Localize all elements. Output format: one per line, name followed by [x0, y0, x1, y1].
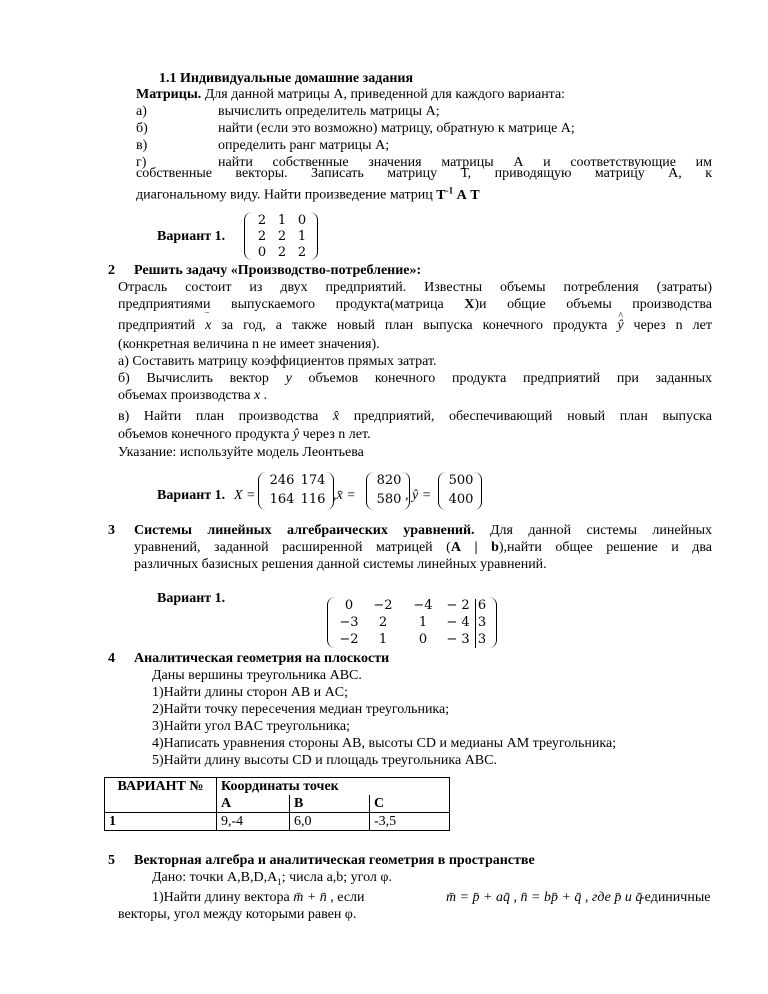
matrix-cell: 820: [376, 473, 402, 488]
x-eq: X =: [234, 488, 256, 503]
s2-line-5: а) Составить матрицу коэффициентов прямых затрат.: [118, 354, 437, 369]
matrix-cell: 2: [257, 229, 267, 244]
section-2-number: 2: [108, 263, 115, 278]
list-letter: а): [136, 104, 147, 119]
matrix-cell: −2: [373, 598, 393, 613]
matrix-cell: 1: [378, 632, 388, 647]
matrix-cell: 1: [297, 229, 307, 244]
list-item: найти собственные значения матрицы А и соответствующие им: [218, 155, 712, 170]
s2-line-1: Отрасль состоит из двух предприятий. Известны объемы потребления (затраты): [118, 280, 712, 295]
matrix-cell: 0: [297, 213, 307, 228]
s2-line-4: (конкретная величина n не имеет значения).: [118, 337, 380, 352]
matrix-cell: 164: [269, 492, 295, 507]
left-paren: [366, 472, 374, 510]
section-3-line2: уравнений, заданной расширенной матрицей (А | b),найти общее решение и два: [134, 540, 712, 555]
matrix-cell: 500: [448, 473, 474, 488]
header-variant: ВАРИАНТ №: [105, 778, 217, 796]
s2-line-10: Указание: используйте модель Леонтьева: [118, 445, 364, 460]
s5-line-2: 1)Найти длину вектора m̄ + n̄ , если: [152, 890, 365, 905]
matrix-cell: − 4: [446, 615, 470, 630]
intro-bold: Матрицы.: [136, 87, 202, 102]
matrix-cell: − 3: [446, 632, 470, 647]
xbar-eq: ,x̄ =: [333, 488, 356, 503]
task-line: 5)Найти длину высоты CD и площадь треугольника ABC.: [152, 753, 497, 768]
s2-line-7: объемах производства x .: [118, 388, 268, 403]
task-line: 1)Найти длины сторон AB и AC;: [152, 685, 349, 700]
cell-a: 9,-4: [217, 813, 290, 831]
section-4-title: Аналитическая геометрия на плоскости: [134, 651, 390, 666]
section-5-title: Векторная алгебра и аналитическая геометрия в пространстве: [134, 853, 535, 868]
matrix-cell: 6: [477, 598, 487, 613]
matrix-cell: 174: [300, 473, 326, 488]
s2-line-9: объемов конечного продукта ŷ через n лет.: [118, 427, 371, 442]
intro-text: Для данной матрицы А, приведенной для каждого варианта:: [201, 87, 566, 102]
cell-b: 6,0: [290, 813, 370, 831]
col-a: A: [217, 795, 290, 813]
variant-label-1: Вариант 1.: [157, 229, 226, 244]
variant-label-3: Вариант 1.: [157, 591, 226, 606]
matrix-cell: 1: [418, 615, 428, 630]
task-line: 2)Найти точку пересечения медиан треугольника;: [152, 702, 450, 717]
section-1-line2: собственные векторы. Записать матрицу Т, приводящую матрицу А, к: [136, 166, 712, 181]
col-c: C: [370, 795, 450, 813]
task-line: Даны вершины треугольника ABC.: [152, 668, 362, 683]
augment-bar: [475, 599, 476, 648]
matrix-cell: 0: [344, 598, 354, 613]
s2-line-6: б) Вычислить вектор y объемов конечного продукта предприятий при заданных: [118, 371, 712, 386]
matrix-cell: 0: [418, 632, 428, 647]
right-paren: [489, 597, 497, 648]
right-paren: [310, 212, 318, 260]
left-paren: [258, 472, 266, 510]
left-paren: [327, 597, 335, 648]
s5-line-1: Дано: точки $A,B,D,A_1$; числа a,b; угол φ.: [152, 870, 392, 887]
s5-formula: m̄ = p̄ + aq̄ , n̄ = bp̄ + q̄ , где p̄ и q̄: [446, 890, 643, 905]
matrix-cell: 2: [378, 615, 388, 630]
matrix-cell: −4: [413, 598, 433, 613]
section-3-line1: Системы линейных алгебраических уравнений. Для данной системы линейных: [134, 523, 713, 538]
matrix-cell: 2: [277, 245, 287, 260]
section-3-line3: различных базисных решения данной системы линейных уравнений.: [134, 557, 547, 572]
section-5-number: 5: [108, 853, 115, 868]
s2-line-2: предприятиями выпускаемого продукта(матрица X)и общие объемы производства: [118, 297, 713, 312]
section-1-title: 1.1 Индивидуальные домашние задания: [159, 71, 414, 86]
s5-line-2-end: -единичные: [640, 890, 711, 905]
coordinates-table: [104, 777, 450, 831]
section-1-line3: диагональному виду. Найти произведение матриц $Т^{-1}$ А Т: [136, 185, 480, 203]
section-2-title: Решить задачу «Производство-потребление»:: [134, 263, 422, 278]
list-letter: г): [136, 155, 147, 170]
left-paren: [438, 472, 446, 510]
col-b: B: [290, 795, 370, 813]
matrix-cell: 2: [297, 245, 307, 260]
right-paren: [474, 472, 482, 510]
matrix-cell: 580: [376, 492, 402, 507]
row-variant: 1: [105, 813, 217, 831]
section-1-intro: [136, 86, 565, 103]
list-item: найти (если это возможно) матрицу, обратную к матрице А;: [218, 121, 575, 136]
matrix-cell: 2: [277, 229, 287, 244]
matrix-cell: 3: [477, 615, 487, 630]
list-item: вычислить определитель матрицы А;: [218, 104, 440, 119]
header-coords: Координаты точек: [217, 778, 450, 796]
matrix-cell: 0: [257, 245, 267, 260]
yhat-eq: , ŷ =: [405, 488, 432, 503]
s2-line-3: предприятий ‾ x за год, а также новый план выпуска конечного продукта ^ ŷ через n лет: [118, 317, 712, 334]
left-paren: [244, 212, 252, 260]
matrix-cell: 246: [269, 473, 295, 488]
matrix-cell: 3: [477, 632, 487, 647]
matrix-cell: −3: [339, 615, 359, 630]
list-item: определить ранг матрицы А;: [218, 138, 390, 153]
s5-line-3: векторы, угол между которыми равен φ.: [118, 907, 357, 922]
cell-c: -3,5: [370, 813, 450, 831]
task-line: 4)Написать уравнения стороны AB, высоты CD и медианы AM треугольника;: [152, 736, 617, 751]
matrix-cell: −2: [339, 632, 359, 647]
list-letter: в): [136, 138, 148, 153]
matrix-cell: 1: [277, 213, 287, 228]
matrix-cell: 2: [257, 213, 267, 228]
matrix-cell: 116: [300, 492, 326, 507]
matrix-cell: − 2: [446, 598, 470, 613]
matrix-cell: 400: [448, 492, 474, 507]
s2-line-8: в) Найти план производства x̂ предприятий, обеспечивающий новый план выпуска: [118, 409, 712, 424]
variant-label-2: Вариант 1.: [157, 488, 226, 503]
task-line: 3)Найти угол BAC треугольника;: [152, 719, 350, 734]
section-4-number: 4: [108, 651, 115, 666]
list-letter: б): [136, 121, 148, 136]
section-3-number: 3: [108, 523, 115, 538]
